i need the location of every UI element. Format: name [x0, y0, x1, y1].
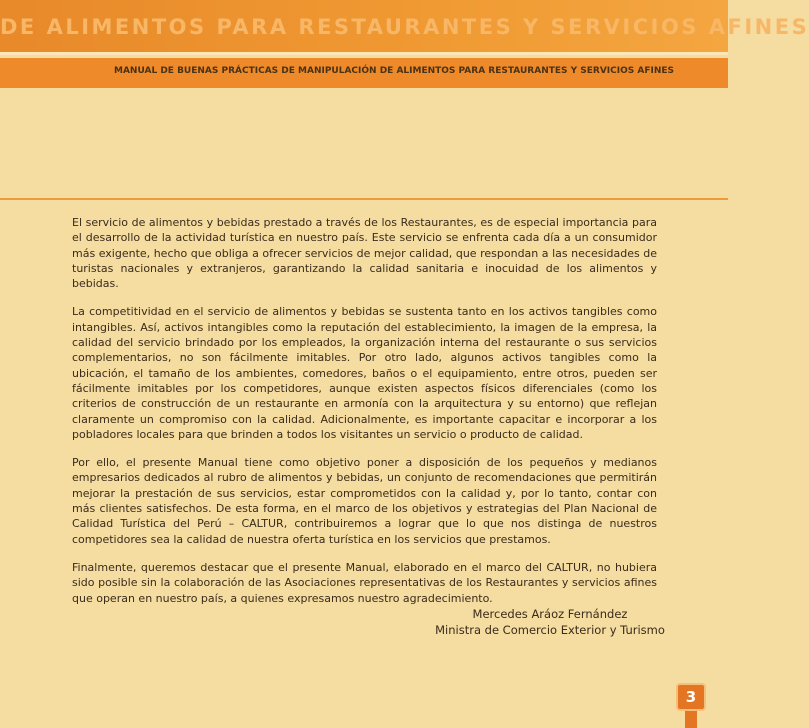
section-divider — [0, 198, 728, 200]
subtitle-bar — [0, 58, 728, 88]
manual-subtitle: MANUAL DE BUENAS PRÁCTICAS DE MANIPULACIÓN DE ALIMENTOS PARA RESTAURANTES Y SERVICIOS AFINES — [114, 66, 674, 76]
banner-title: DE ALIMENTOS PARA RESTAURANTES Y SERVICIOS AFINES — [0, 15, 809, 39]
paragraph: Finalmente, queremos destacar que el presente Manual, elaborado en el marco del CALTUR, no hubiera sido posible sin la colaboración de las Asociaciones representativas de los Restaurantes y servicios afines que operan en nuestro país, a quienes expresamos nuestro agradecimiento. — [72, 560, 657, 605]
page-number-badge: 3 — [676, 683, 706, 711]
signatory-name: Mercedes Aráoz Fernández — [472, 607, 628, 621]
banner-rule — [0, 52, 728, 55]
paragraph: El servicio de alimentos y bebidas prestado a través de los Restaurantes, es de especial importancia para el desarrollo de la actividad turística en nuestro país. Este servicio se enfrenta cada día a un consumidor más exigente, hecho que obliga a ofrecer servicios de mejor calidad, que respondan a las necesidades de turistas nacionales y extranjeros, garantizando la calidad sanitaria e inocuidad de los alimentos y bebidas. — [72, 216, 657, 291]
page-number-tab — [685, 711, 697, 728]
paragraph: Por ello, el presente Manual tiene como objetivo poner a disposición de los pequeños y medianos empresarios dedicados al rubro de alimentos y bebidas, un conjunto de recomendaciones que permitirán mejorar la prestación de sus servicios, estar comprometidos con la calidad y, por lo tanto, contar con más clientes satisfechos. De esta forma, en el marco de los objetivos y estrategias del Plan Nacional de Calidad Turística del Perú – CALTUR, contribuiremos a lograr que lo que nos distinga de nuestros competidores sea la calidad de nuestra oferta turística en los servicios que prestamos. — [72, 456, 657, 546]
signatory-title: Ministra de Comercio Exterior y Turismo — [435, 623, 665, 637]
paragraph: La competitividad en el servicio de alimentos y bebidas se sustenta tanto en los activos tangibles como intangibles. Así, activos intangibles como la reputación del establecimiento, la imagen de la empresa, la calidad del servicio brindado por los empleados, la organización interna del restaurante o sus servicios complementarios, no son fácilmente imitables. Por otro lado, algunos activos tangibles como la ubicación, el tamaño de los ambientes, comedores, baños o el equipamiento, entre otros, pueden ser fácilmente imitables por los competidores, aunque existen aspectos físicos diferenciales (como los criterios de construcción de un restaurante en armonía con la arquitectura y su entorno) que reflejan claramente un compromiso con la calidad. Adicionalmente, es importante capacitar e incorporar a los pobladores locales para que brinden a todos los visitantes un servicio o producto de calidad. — [72, 305, 657, 441]
body-text — [72, 215, 657, 619]
signature-block — [380, 606, 720, 638]
header-banner — [0, 0, 809, 52]
